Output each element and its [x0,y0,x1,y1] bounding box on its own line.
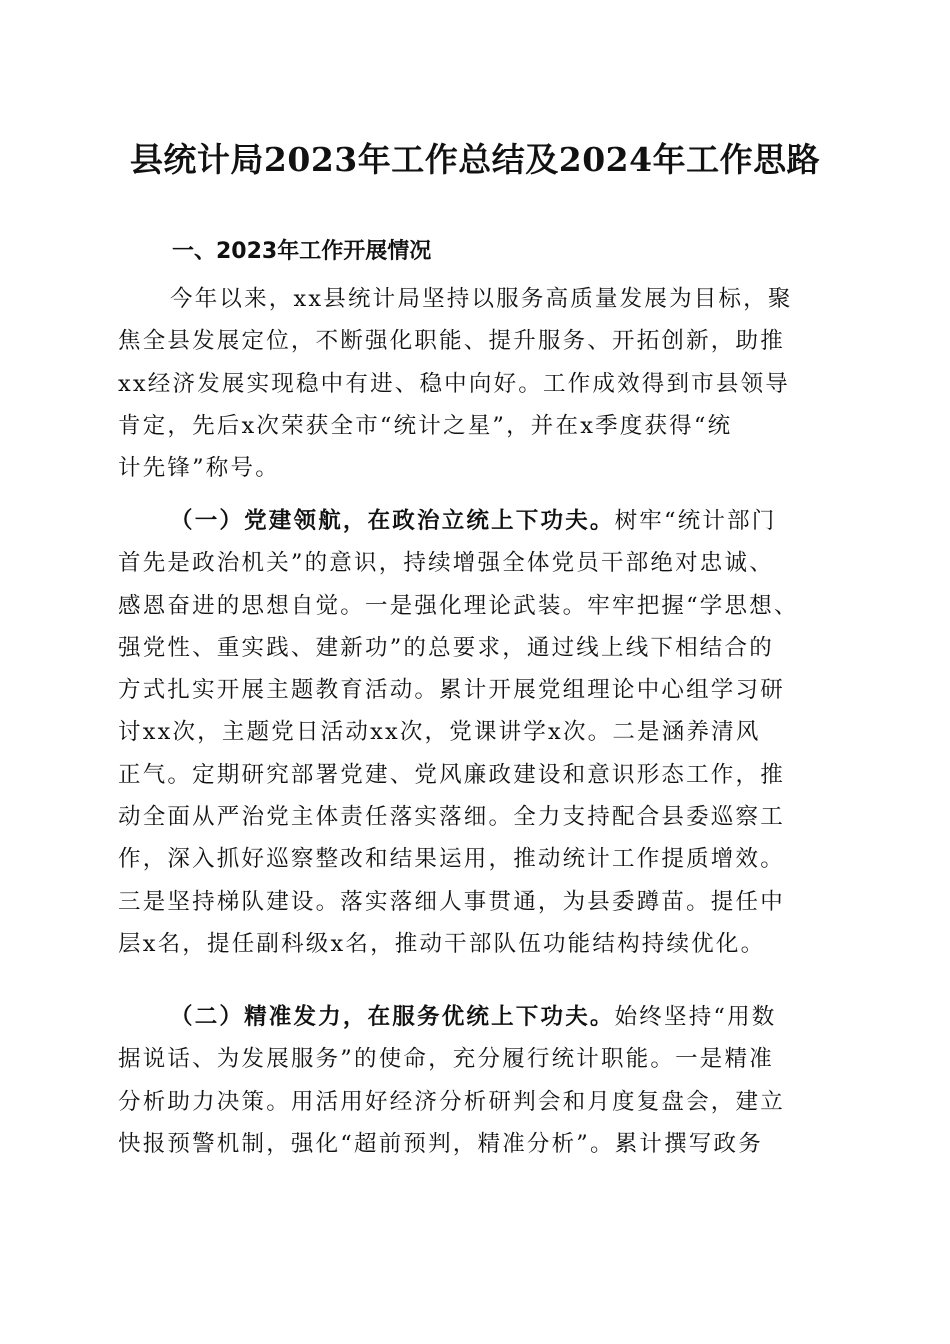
paragraph-line: 层x名，提任副科级x名，推动干部队伍功能结构持续优化。 [118,930,766,957]
paragraph-line: 分析助力决策。用活用好经济分析研判会和月度复盘会，建立 [118,1088,785,1115]
paragraph-line: 强党性、重实践、建新功”的总要求，通过线上线下相结合的 [118,634,774,661]
paragraph-lead: （二）精准发力，在服务优统上下功夫。 [170,1004,615,1030]
section-heading: 一、2023年工作开展情况 [172,239,432,264]
paragraph-line: 感恩奋进的思想自觉。一是强化理论武装。牢牢把握“学思想、 [118,592,799,619]
paragraph-first-line [118,996,832,1038]
paragraph-line: 首先是政治机关”的意识，持续增强全体党员干部绝对忠诚、 [118,550,774,577]
paragraph-line: 作，深入抓好巡察整改和结果运用，推动统计工作提质增效。 [118,846,785,873]
paragraph-line: 肯定，先后x次荣获全市“统计之星”，并在x季度获得“统 [118,412,733,439]
paragraph-line: xx经济发展实现稳中有进、稳中向好。工作成效得到市县领导 [118,370,790,397]
paragraph-lead-rest: 始终坚持“用数 [614,1004,777,1030]
paragraph-line: 动全面从严治党主体责任落实落细。全力支持配合县委巡察工 [118,804,785,831]
paragraph-line: 据说话、为发展服务”的使命，充分履行统计职能。一是精准 [118,1046,774,1073]
paragraph-service [118,996,832,1165]
paragraph-line: 讨xx次，主题党日活动xx次，党课讲学x次。二是涵养清风 [118,719,761,746]
paragraph-line: 焦全县发展定位，不断强化职能、提升服务、开拓创新，助推 [118,328,785,355]
paragraph-line: 今年以来，xx县统计局坚持以服务高质量发展为目标，聚 [170,286,793,312]
paragraph-line: 三是坚持梯队建设。落实落细人事贯通，为县委蹲苗。提任中 [118,888,785,915]
paragraph-intro [118,278,832,489]
paragraph-party-building [118,500,832,965]
paragraph-line: 快报预警机制，强化“超前预判，精准分析”。累计撰写政务 [118,1130,763,1157]
paragraph-lead: （一）党建领航，在政治立统上下功夫。 [170,508,615,534]
paragraph-lead-rest: 树牢“统计部门 [614,508,777,534]
paragraph-first-line [118,500,832,542]
paragraph-line: 正气。定期研究部署党建、党风廉政建设和意识形态工作，推 [118,761,785,788]
paragraph-line: 方式扎实开展主题教育活动。累计开展党组理论中心组学习研 [118,677,785,704]
paragraph-line: 计先锋”称号。 [118,455,280,482]
document-title: 县统计局2023年工作总结及2024年工作思路 [129,140,821,179]
